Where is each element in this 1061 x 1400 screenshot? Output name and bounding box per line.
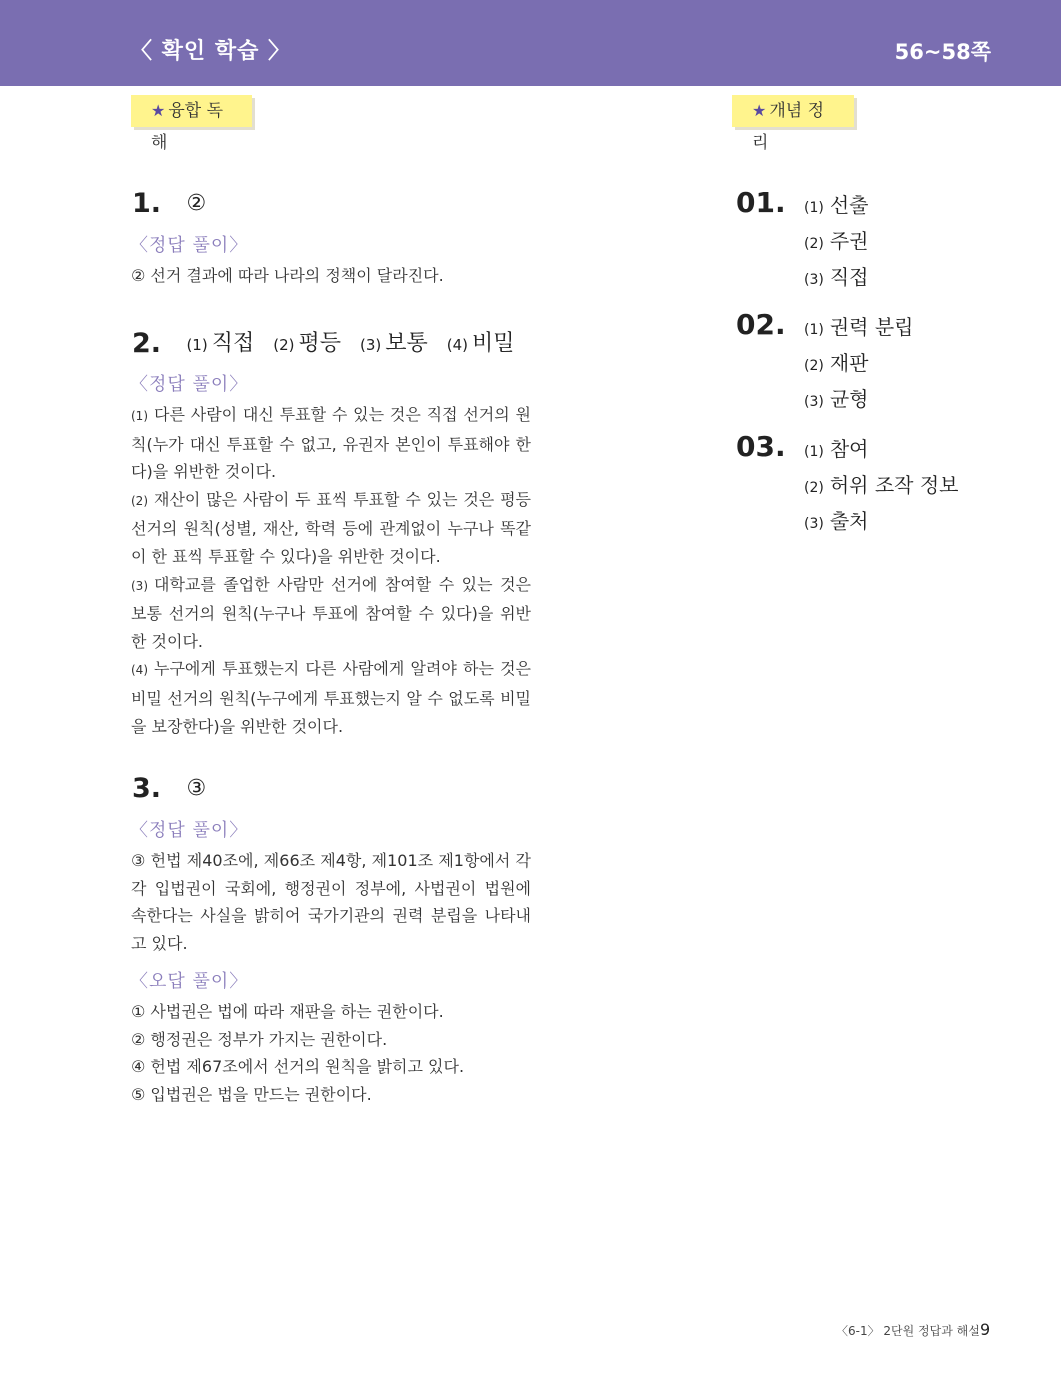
concept-03-number: 03. (736, 430, 786, 463)
section-tag-left (131, 95, 252, 153)
page-header (0, 0, 1061, 86)
item-text: 권력 분립 (829, 315, 914, 339)
question-3-solution-text: ③ 헌법 제40조에, 제66조 제4항, 제101조 제1항에서 각각 입법권이 국회에, 행정권이 정부에, 사법권이 법원에 속한다는 사실을 밝히어 국가기관의 권력 분립을 나타내고 있다. (131, 851, 531, 953)
concept-02-number: 02. (736, 308, 786, 341)
question-1-solution-line: ② 선거 결과에 따라 나라의 정책이 달라진다. (131, 266, 444, 285)
question-2-solution-label: 〈정답 풀이〉 (130, 374, 249, 395)
question-1-number: 1. (132, 188, 162, 219)
question-2-answer-4 (447, 331, 515, 356)
answer-index: (3) (359, 336, 382, 354)
answer-text: 보통 (385, 331, 428, 356)
question-3-number: 3. (132, 773, 162, 804)
item-index: (3) (804, 272, 824, 288)
question-2-number: 2. (132, 328, 162, 359)
question-2-answer-1 (186, 331, 254, 356)
item-index: (3) (804, 394, 824, 410)
concept-03-item-2 (804, 469, 958, 498)
answer-text: 평등 (298, 331, 341, 356)
item-index: (1) (804, 322, 824, 338)
answer-index: (2) (273, 336, 295, 354)
question-3-solution (131, 847, 531, 957)
paragraph-index: (4) (131, 663, 148, 678)
paragraph-text: 대학교를 졸업한 사람만 선거에 참여할 수 있는 것은 보통 선거의 원칙(누구나 투표에 참여할 수 있다)을 위반한 것이다. (131, 574, 531, 651)
header-title: 〈 확인 학습 〉 (130, 39, 291, 64)
section-tag-right (732, 95, 854, 153)
question-3-wrong-label: 〈오답 풀이〉 (130, 971, 249, 992)
question-2-solution-paragraph (131, 401, 531, 486)
question-1-solution-label: 〈정답 풀이〉 (130, 235, 249, 256)
wrong-answer-line: ② 행정권은 정부가 가지는 권한이다. (131, 1029, 388, 1049)
paragraph-index: (1) (131, 409, 148, 423)
header-page-range: 56~58쪽 (894, 40, 991, 64)
paragraph-text: 다른 사람이 대신 투표할 수 있는 것은 직접 선거의 원칙(누가 대신 투표할 수 없고, 유권자 본인이 투표해야 한다)을 위반한 것이다. (131, 405, 531, 482)
answer-index: (4) (446, 336, 468, 354)
item-index: (1) (804, 200, 824, 216)
section-tag-right-label: 개념 정리 (752, 101, 825, 153)
answer-text: 직접 (211, 331, 255, 356)
concept-01-number: 01. (736, 186, 786, 219)
item-text: 참여 (829, 437, 869, 461)
star-icon: ★ (151, 101, 166, 120)
concept-01-item-2 (804, 225, 868, 254)
concept-02-item-3 (804, 383, 868, 412)
concept-01-item-1 (804, 189, 868, 218)
question-2-answers (186, 331, 526, 356)
question-3-wrong-list (131, 998, 531, 1108)
question-2-answer-3 (360, 331, 428, 356)
question-3-solution-label: 〈정답 풀이〉 (130, 820, 249, 841)
question-1-answer: ② (186, 191, 207, 216)
question-2-solution-paragraph (131, 655, 531, 740)
wrong-answer-line: ⑤ 입법권은 법을 만드는 권한이다. (131, 1084, 372, 1104)
item-text: 주권 (829, 229, 869, 253)
paragraph-index: (3) (131, 578, 148, 593)
question-2-solution-paragraph (131, 571, 531, 656)
paragraph-index: (2) (131, 493, 148, 508)
footer-text: 〈6-1〉 2단원 정답과 해설 (836, 1324, 980, 1338)
question-1-solution (131, 262, 531, 290)
question-2-solution (131, 401, 531, 740)
item-text: 출처 (829, 509, 869, 533)
question-3-answer: ③ (186, 776, 207, 801)
page-number: 9 (980, 1320, 991, 1339)
concept-02-item-2 (804, 347, 868, 376)
concept-01-item-3 (804, 261, 868, 290)
item-index: (2) (804, 358, 824, 374)
item-index: (2) (804, 236, 824, 252)
answer-index: (1) (186, 336, 208, 354)
item-index: (1) (804, 444, 824, 460)
section-tag-left-label: 융합 독해 (151, 101, 224, 153)
question-2-answer-2 (273, 331, 341, 356)
item-text: 재판 (829, 351, 869, 375)
wrong-answer-line: ④ 헌법 제67조에서 선거의 원칙을 밝히고 있다. (131, 1057, 465, 1077)
item-index: (3) (804, 516, 824, 532)
concept-03-item-3 (804, 505, 868, 534)
item-text: 직접 (829, 265, 869, 289)
wrong-answer-line: ① 사법권은 법에 따라 재판을 하는 권한이다. (131, 1002, 444, 1021)
concept-03-item-1 (804, 433, 868, 462)
answer-text: 비밀 (472, 331, 515, 356)
item-text: 선출 (829, 193, 869, 217)
question-3-heading (132, 773, 206, 804)
star-icon: ★ (752, 101, 767, 120)
concept-02-item-1 (804, 311, 913, 340)
item-text: 균형 (829, 387, 869, 411)
paragraph-text: 재산이 많은 사람이 두 표씩 투표할 수 있는 것은 평등 선거의 원칙(성별, 재산, 학력 등에 관계없이 누구나 똑같이 한 표씩 투표할 수 있다)을 위반한 것이다. (131, 489, 531, 566)
item-index: (2) (804, 480, 824, 496)
paragraph-text: 누구에게 투표했는지 다른 사람에게 알려야 하는 것은 비밀 선거의 원칙(누구에게 투표했는지 알 수 없도록 비밀을 보장한다)을 위반한 것이다. (131, 659, 531, 736)
question-2-solution-paragraph (131, 486, 531, 571)
question-2-heading (132, 326, 527, 359)
question-1-heading (132, 188, 206, 219)
item-text: 허위 조작 정보 (829, 473, 959, 497)
